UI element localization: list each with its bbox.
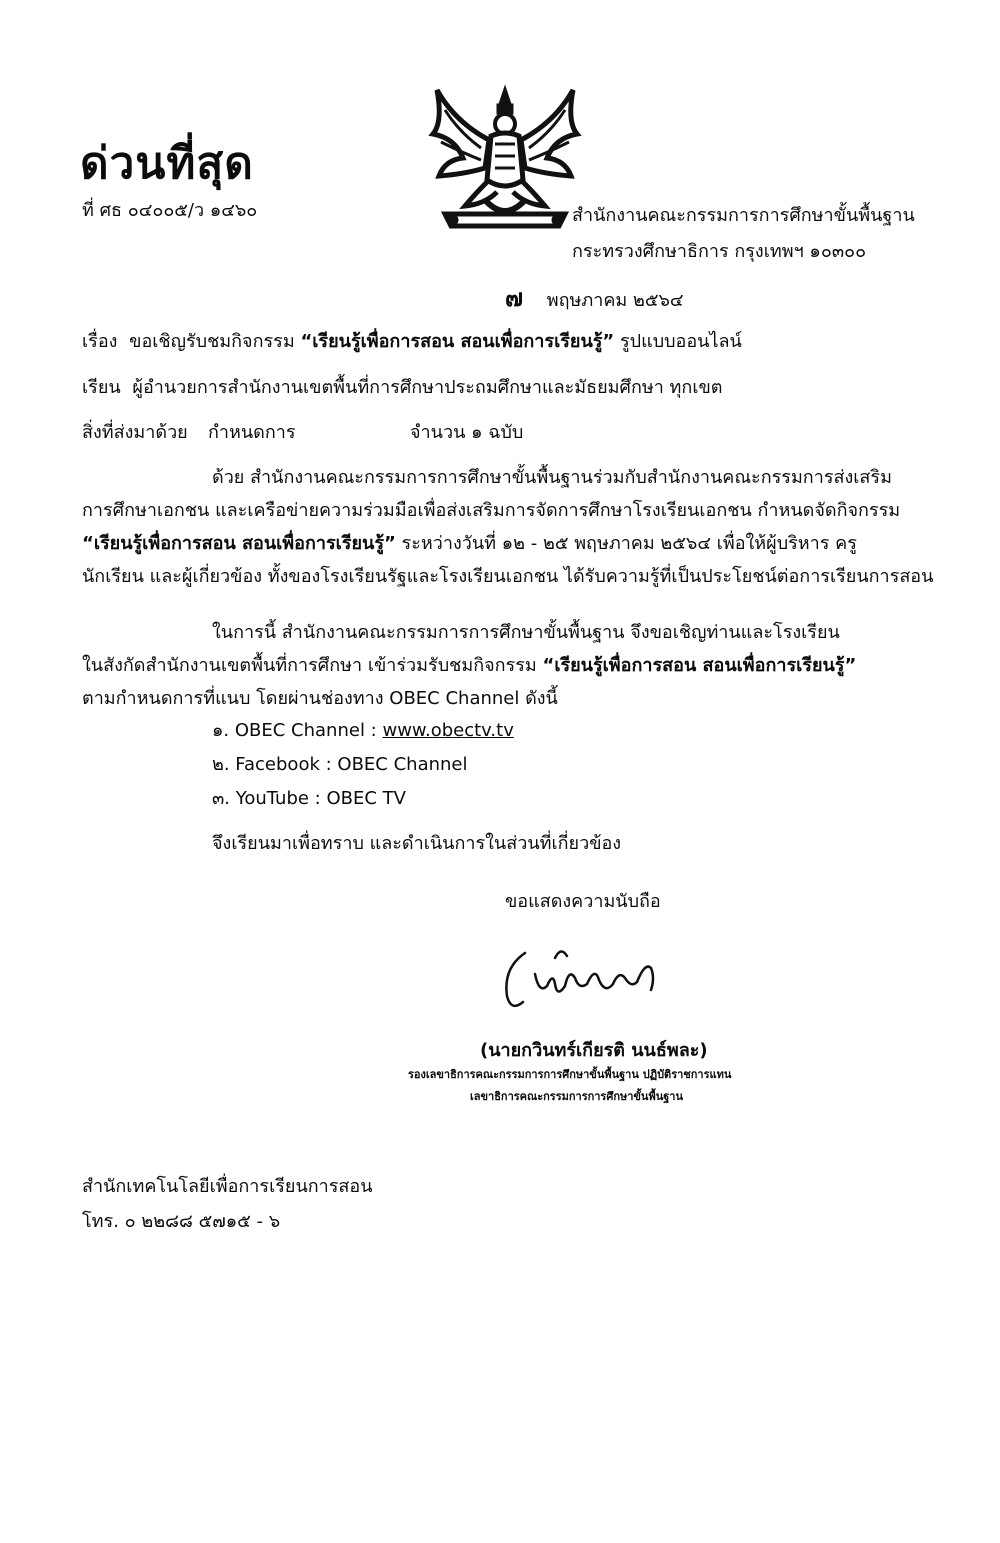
obectv-link[interactable]: www.obectv.tv <box>382 720 514 741</box>
subject-prefix: ขอเชิญรับชมกิจกรรม <box>129 331 295 352</box>
date-day: ๗ <box>505 284 524 312</box>
paragraph-2-line-2 <box>82 649 934 682</box>
signatory-title-line-2: เลขาธิการคณะกรรมการการศึกษาขั้นพื้นฐาน <box>470 1090 683 1103</box>
addressee-label: เรียน <box>82 377 121 398</box>
footer-phone: โทร. ๐ ๒๒๘๘ ๕๗๑๕ - ๖ <box>82 1211 281 1232</box>
activity-title: “เรียนรู้เพื่อการสอน สอนเพื่อการเรียนรู้” <box>82 533 396 554</box>
footer-office: สำนักเทคโนโลยีเพื่อการเรียนการสอน <box>82 1176 373 1197</box>
channel-1-prefix: ๑. OBEC Channel : <box>212 720 383 741</box>
channel-2-value: OBEC Channel <box>337 754 468 775</box>
subject-suffix: รูปแบบออนไลน์ <box>620 331 742 352</box>
signatory-name: (นายกวินทร์เกียรติ นนธ์พละ) <box>480 1040 708 1061</box>
handwritten-signature-icon <box>495 928 675 1018</box>
office-name: สำนักงานคณะกรรมการการศึกษาขั้นพื้นฐาน <box>572 205 915 226</box>
office-address: กระทรวงศึกษาธิการ กรุงเทพฯ ๑๐๓๐๐ <box>572 241 867 262</box>
channel-item-2 <box>212 754 467 776</box>
channel-item-3 <box>212 788 406 810</box>
urgency-label: ด่วนที่สุด <box>80 138 254 189</box>
paragraph-1-line-3 <box>82 527 934 560</box>
paragraph-1 <box>82 461 934 593</box>
date-month-year: พฤษภาคม ๒๕๖๔ <box>546 290 684 311</box>
document-number: ที่ ศธ ๐๔๐๐๕/ว ๑๔๖๐ <box>82 200 258 221</box>
signatory-title-line-1: รองเลขาธิการคณะกรรมการการศึกษาขั้นพื้นฐาน ปฏิบัติราชการแทน <box>408 1068 732 1081</box>
enclosure-count: จำนวน ๑ ฉบับ <box>410 422 524 443</box>
activity-title-2: “เรียนรู้เพื่อการสอน สอนเพื่อการเรียนรู้” <box>542 655 857 676</box>
enclosure-label: สิ่งที่ส่งมาด้วย <box>82 422 188 443</box>
paragraph-1-line-1: ด้วย สำนักงานคณะกรรมการการศึกษาขั้นพื้นฐานร่วมกับสำนักงานคณะกรรมการส่งเสริม <box>212 467 892 488</box>
paragraph-2-line-3: ตามกำหนดการที่แนบ โดยผ่านช่องทาง OBEC Channel ดังนี้ <box>82 688 558 709</box>
document-date <box>505 284 684 313</box>
paragraph-2-line-2-start: ในสังกัดสำนักงานเขตพื้นที่การศึกษา เข้าร่วมรับชมกิจกรรม <box>82 655 543 676</box>
subject-title: “เรียนรู้เพื่อการสอน สอนเพื่อการเรียนรู้” <box>300 331 615 352</box>
subject-label: เรื่อง <box>82 331 118 352</box>
paragraph-1-line-2: การศึกษาเอกชน และเครือข่ายความร่วมมือเพื่อส่งเสริมการจัดการศึกษาโรงเรียนเอกชน กำหนดจัดกิจกรรม <box>82 500 901 521</box>
garuda-emblem-icon <box>425 82 585 232</box>
subject-line <box>82 331 742 353</box>
closing-salutation: ขอแสดงความนับถือ <box>505 891 661 912</box>
addressee-text: ผู้อำนวยการสำนักงานเขตพื้นที่การศึกษาประถมศึกษาและมัธยมศึกษา ทุกเขต <box>132 377 723 398</box>
channel-3-value: OBEC TV <box>326 788 406 809</box>
paragraph-1-line-3-rest: ระหว่างวันที่ ๑๒ - ๒๕ พฤษภาคม ๒๕๖๔ เพื่อให้ผู้บริหาร ครู <box>395 533 857 554</box>
paragraph-2 <box>82 616 934 715</box>
addressee-line <box>82 377 722 399</box>
channel-item-1 <box>212 720 514 742</box>
channel-3-prefix: ๓. YouTube : <box>212 788 327 809</box>
paragraph-2-line-1: ในการนี้ สำนักงานคณะกรรมการการศึกษาขั้นพื้นฐาน จึงขอเชิญท่านและโรงเรียน <box>212 622 840 643</box>
closing-request: จึงเรียนมาเพื่อทราบ และดำเนินการในส่วนที่เกี่ยวข้อง <box>212 833 622 854</box>
channel-2-prefix: ๒. Facebook : <box>212 754 338 775</box>
paragraph-1-line-4: นักเรียน และผู้เกี่ยวข้อง ทั้งของโรงเรียนรัฐและโรงเรียนเอกชน ได้รับความรู้ที่เป็นประโยชน์ต่อการเรียนการสอน <box>82 566 934 587</box>
enclosure-item: กำหนดการ <box>208 422 296 443</box>
